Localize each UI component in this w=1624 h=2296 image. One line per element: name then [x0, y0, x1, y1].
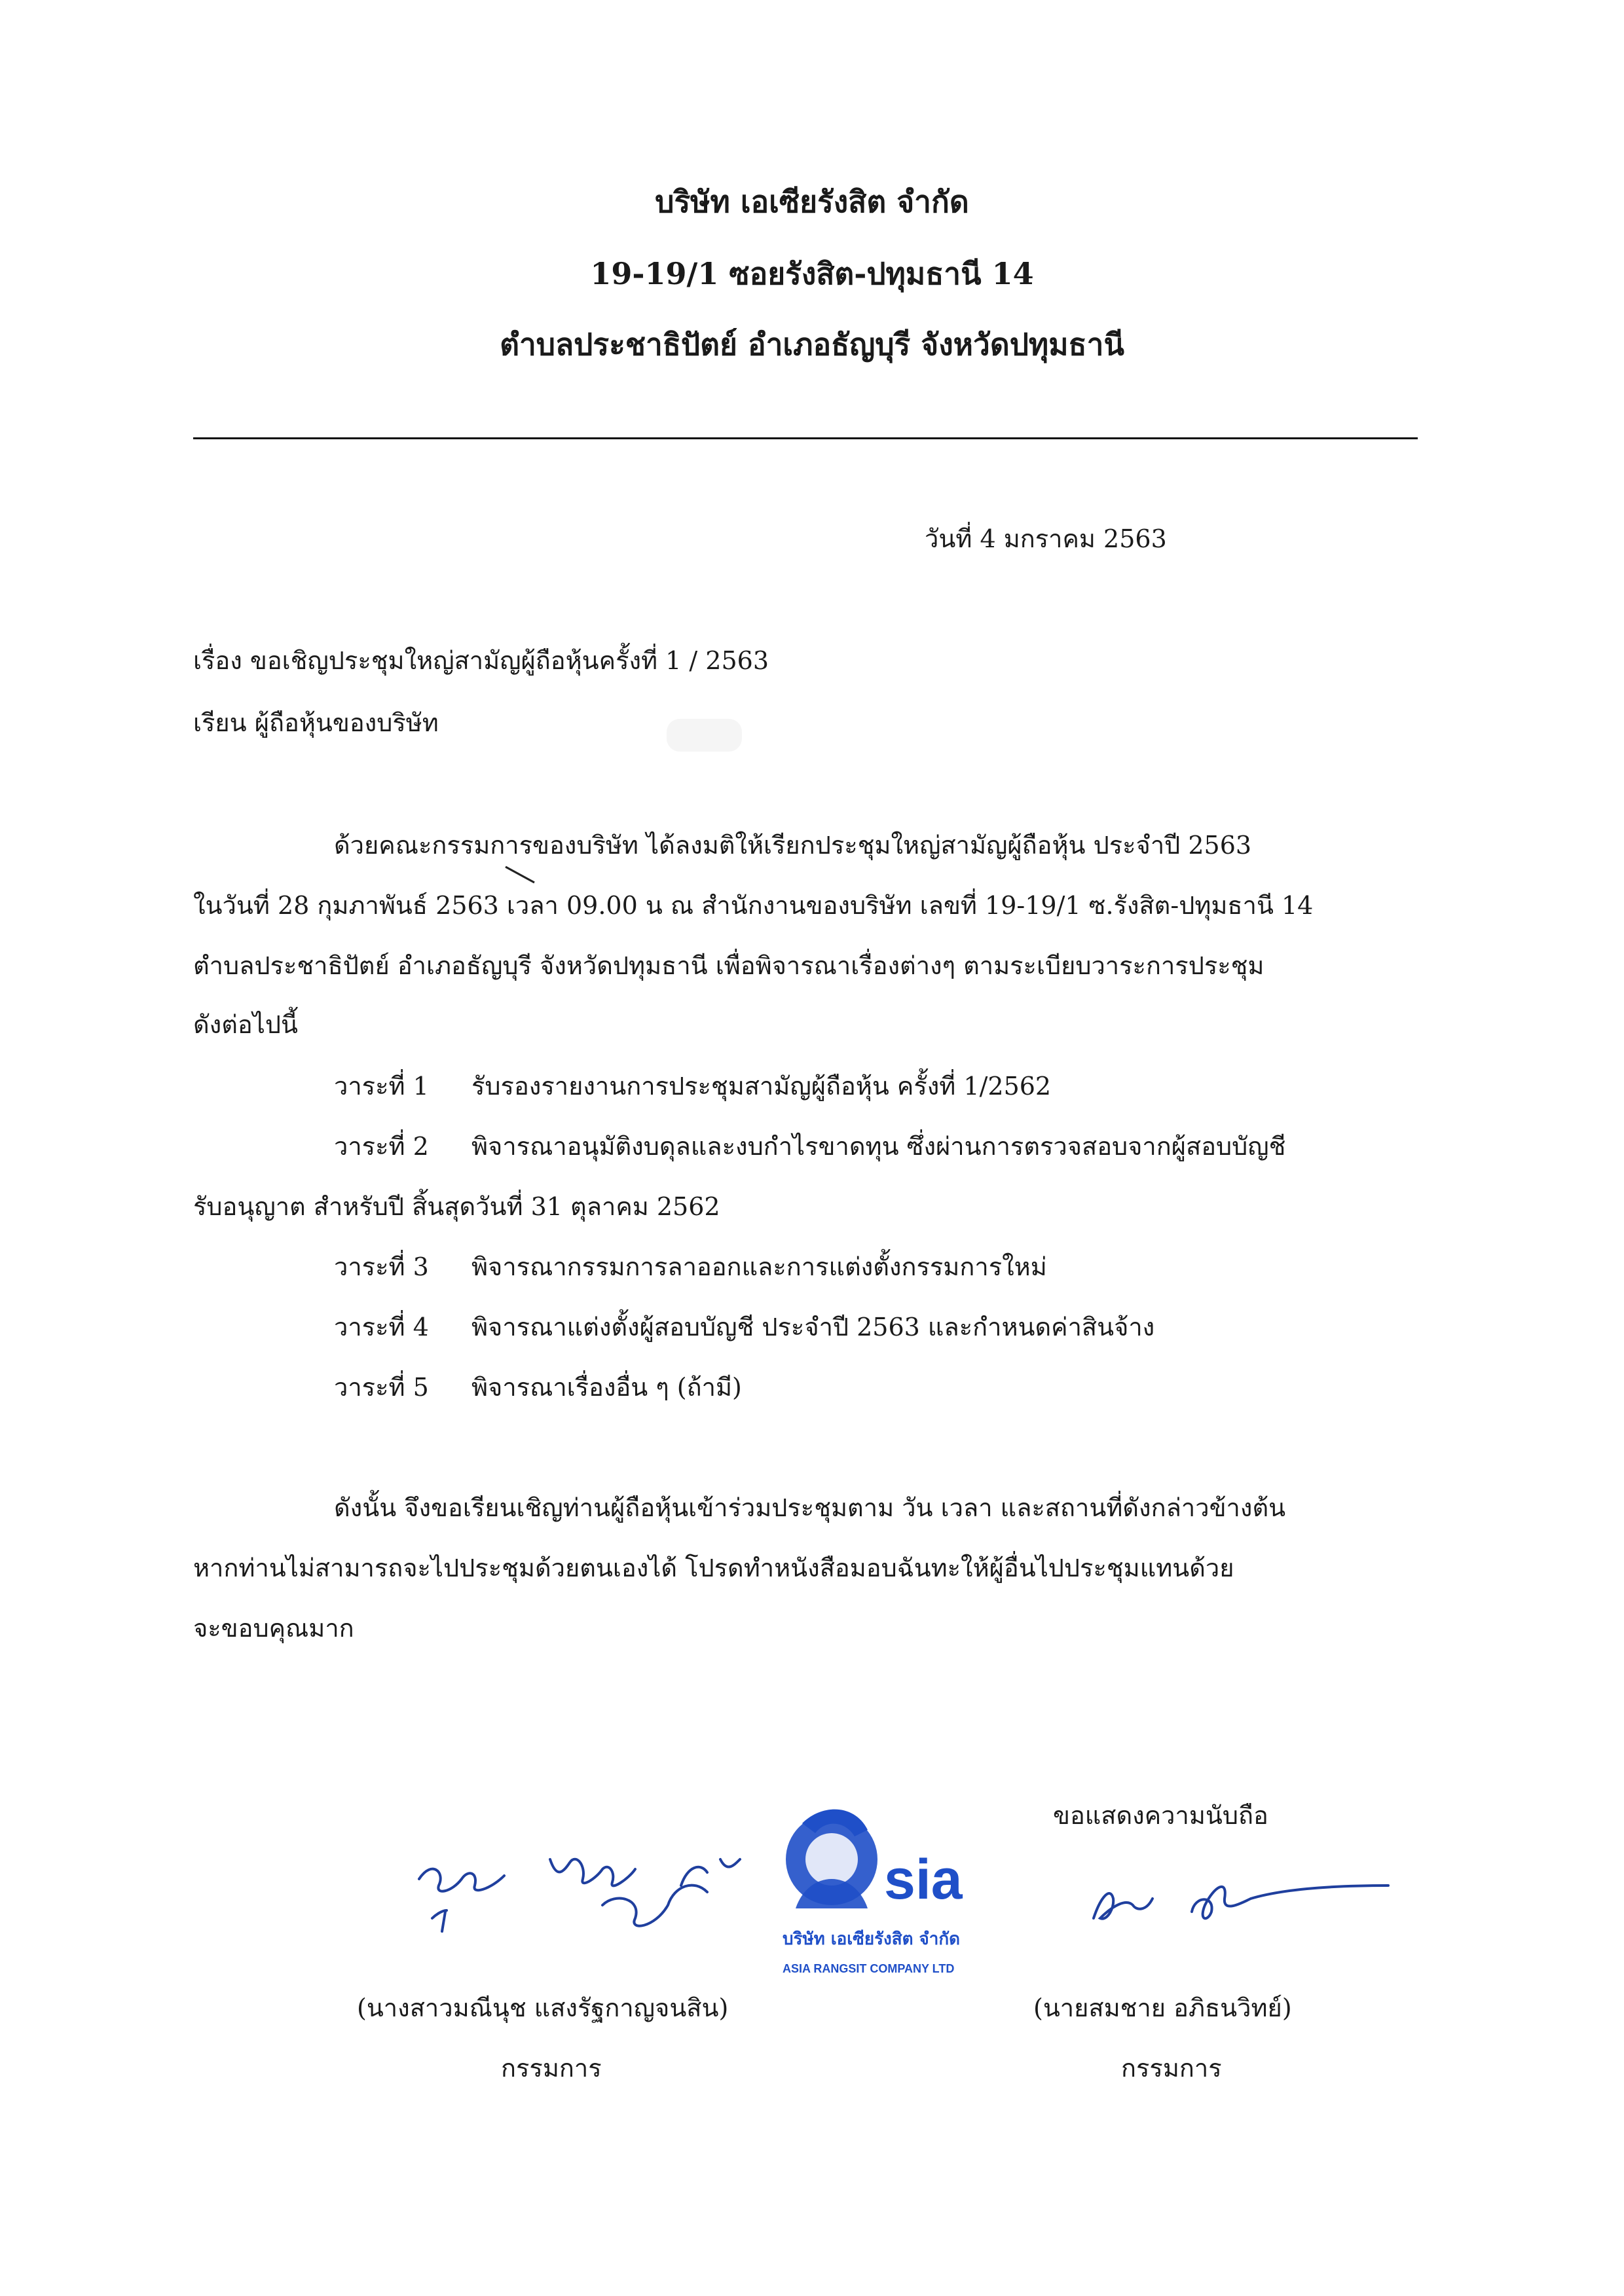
closing-phrase: ขอแสดงความนับถือ	[1053, 1801, 1268, 1830]
company-name: บริษัท เอเซียรังสิต จำกัด	[655, 184, 969, 219]
agenda-item	[334, 1247, 1047, 1286]
agenda-text: พิจารณาอนุมัติงบดุลและงบกำไรขาดทุน ซึ่งผ่านการตรวจสอบจากผู้สอบบัญชี	[471, 1132, 1286, 1161]
paragraph-2-line-1: ดังนั้น จึงขอเรียนเชิญท่านผู้ถือหุ้นเข้าร่วมประชุมตาม วัน เวลา และสถานที่ดังกล่าวข้างต้น	[334, 1493, 1286, 1522]
letter-date: วันที่ 4 มกราคม 2563	[925, 524, 1167, 553]
paragraph-1-line-2: ในวันที่ 28 กุมภาพันธ์ 2563 เวลา 09.00 น ณ สำนักงานของบริษัท เลขที่ 19-19/1 ซ.รังสิต-ปทุมธานี 14	[193, 891, 1314, 920]
agenda-label: วาระที่ 4	[334, 1313, 429, 1341]
paragraph-1-line-1: ด้วยคณะกรรมการของบริษัท ได้ลงมติให้เรียกประชุมใหญ่สามัญผู้ถือหุ้น ประจำปี 2563	[334, 831, 1252, 860]
paragraph-2-line-3: จะขอบคุณมาก	[193, 1614, 354, 1643]
scan-smudge	[667, 719, 742, 752]
agenda-text: รับรองรายงานการประชุมสามัญผู้ถือหุ้น ครั้งที่ 1/2562	[471, 1072, 1052, 1101]
agenda-text: พิจารณาแต่งตั้งผู้สอบบัญชี ประจำปี 2563 และกำหนดค่าสินจ้าง	[471, 1313, 1155, 1341]
signatory-right-name: (นายสมชาย อภิธนวิทย์)	[1033, 1994, 1292, 2022]
address-line-2: ตำบลประชาธิปัตย์ อำเภอธัญบุรี จังหวัดปทุมธานี	[500, 327, 1124, 362]
paragraph-2-line-2: หากท่านไม่สามารถจะไปประชุมด้วยตนเองได้ โปรดทำหนังสือมอบฉันทะให้ผู้อื่นไปประชุมแทนด้วย	[193, 1554, 1234, 1582]
letter-recipient: เรียน ผู้ถือหุ้นของบริษัท	[193, 708, 439, 737]
signature-right	[1074, 1859, 1401, 1944]
agenda-text: พิจารณากรรมการลาออกและการแต่งตั้งกรรมการใหม่	[471, 1252, 1047, 1281]
header-divider	[193, 437, 1418, 439]
paragraph-1-line-3: ตำบลประชาธิปัตย์ อำเภอธัญบุรี จังหวัดปทุมธานี เพื่อพิจารณาเรื่องต่างๆ ตามระเบียบวาระการประชุม	[193, 951, 1264, 980]
paragraph-1-line-4: ดังต่อไปนี้	[193, 1010, 298, 1039]
signatory-left-title: กรรมการ	[501, 2054, 602, 2083]
signatory-left-name: (นางสาวมณีนุช แสงรัฐกาญจนสิน)	[357, 1994, 729, 2022]
agenda-label: วาระที่ 2	[334, 1132, 429, 1161]
agenda-item	[334, 1066, 1051, 1106]
stamp-brand: sia	[884, 1848, 963, 1911]
agenda-item	[334, 1307, 1154, 1347]
agenda-item	[334, 1126, 1285, 1166]
address-line-1: 19-19/1 ซอยรังสิต-ปทุมธานี 14	[590, 256, 1034, 291]
letter-subject: เรื่อง ขอเชิญประชุมใหญ่สามัญผู้ถือหุ้นครั้งที่ 1 / 2563	[193, 646, 769, 675]
signature-left	[406, 1833, 773, 1964]
signatory-right-title: กรรมการ	[1121, 2054, 1222, 2083]
agenda-item	[334, 1367, 742, 1407]
agenda-label: วาระที่ 3	[334, 1252, 429, 1281]
stamp-english-name: ASIA RANGSIT COMPANY LTD	[783, 1962, 955, 1975]
agenda-label: วาระที่ 5	[334, 1373, 429, 1402]
agenda-2-continuation: รับอนุญาต สำหรับปี สิ้นสุดวันที่ 31 ตุลาคม 2562	[193, 1192, 720, 1221]
company-stamp	[769, 1797, 1005, 1994]
pen-tick-mark	[503, 863, 542, 886]
agenda-label: วาระที่ 1	[334, 1072, 429, 1101]
stamp-thai-name: บริษัท เอเซียรังสิต จำกัด	[783, 1929, 960, 1949]
agenda-text: พิจารณาเรื่องอื่น ๆ (ถ้ามี)	[471, 1373, 742, 1402]
